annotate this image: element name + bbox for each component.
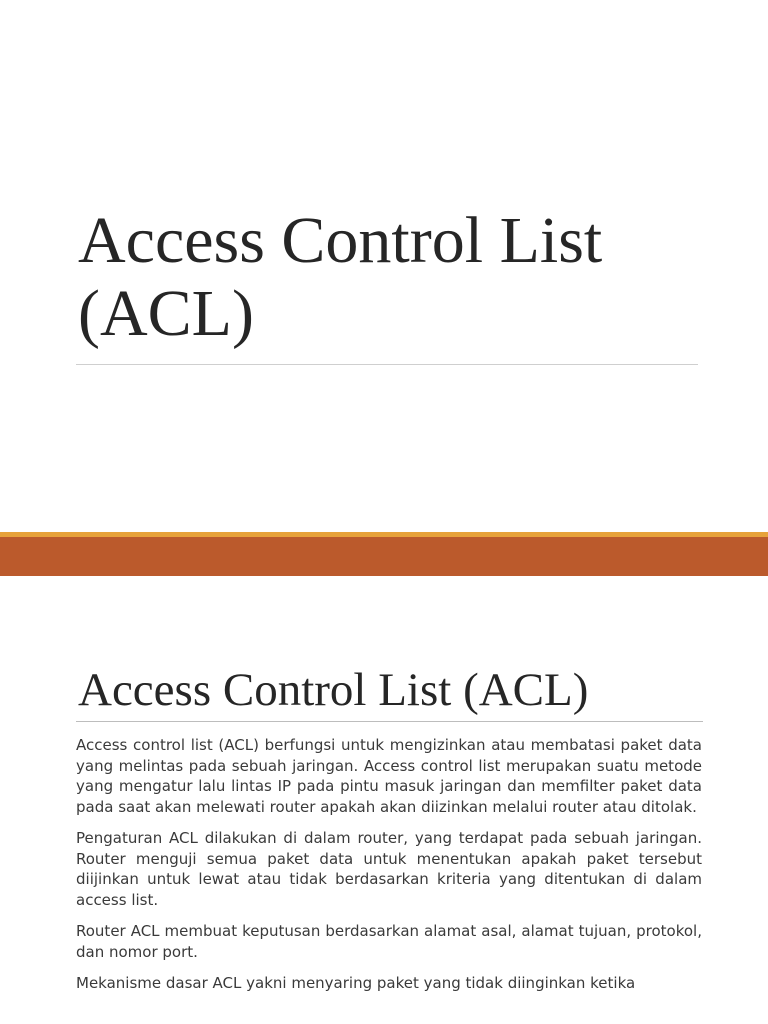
slide-title: Access Control List (ACL) (78, 204, 603, 350)
title-divider (76, 364, 698, 365)
slide-body (76, 735, 702, 1005)
section-heading: Access Control List (ACL) (78, 664, 589, 716)
body-paragraph: Router ACL membuat keputusan berdasarkan alamat asal, alamat tujuan, protokol, dan nomor port. (76, 922, 702, 961)
slide-separator-bar (0, 537, 768, 576)
body-paragraph: Pengaturan ACL dilakukan di dalam router, yang terdapat pada sebuah jaringan. Router menguji semua paket data untuk menentukan apakah paket tersebut diijinkan untuk lewat atau tidak berdasarkan kriteria yang ditentukan di dalam access list. (76, 829, 702, 909)
body-paragraph: Mekanisme dasar ACL yakni menyaring paket yang tidak diinginkan ketika (76, 974, 636, 992)
heading-divider (76, 721, 703, 722)
body-paragraph: Access control list (ACL) berfungsi untuk mengizinkan atau membatasi paket data yang melintas pada sebuah jaringan. Access control list merupakan suatu metode yang mengatur lalu lintas IP pada pintu masuk jaringan dan memfilter paket data pada saat akan melewati router apakah akan diizinkan melalui router atau ditolak. (76, 736, 702, 816)
